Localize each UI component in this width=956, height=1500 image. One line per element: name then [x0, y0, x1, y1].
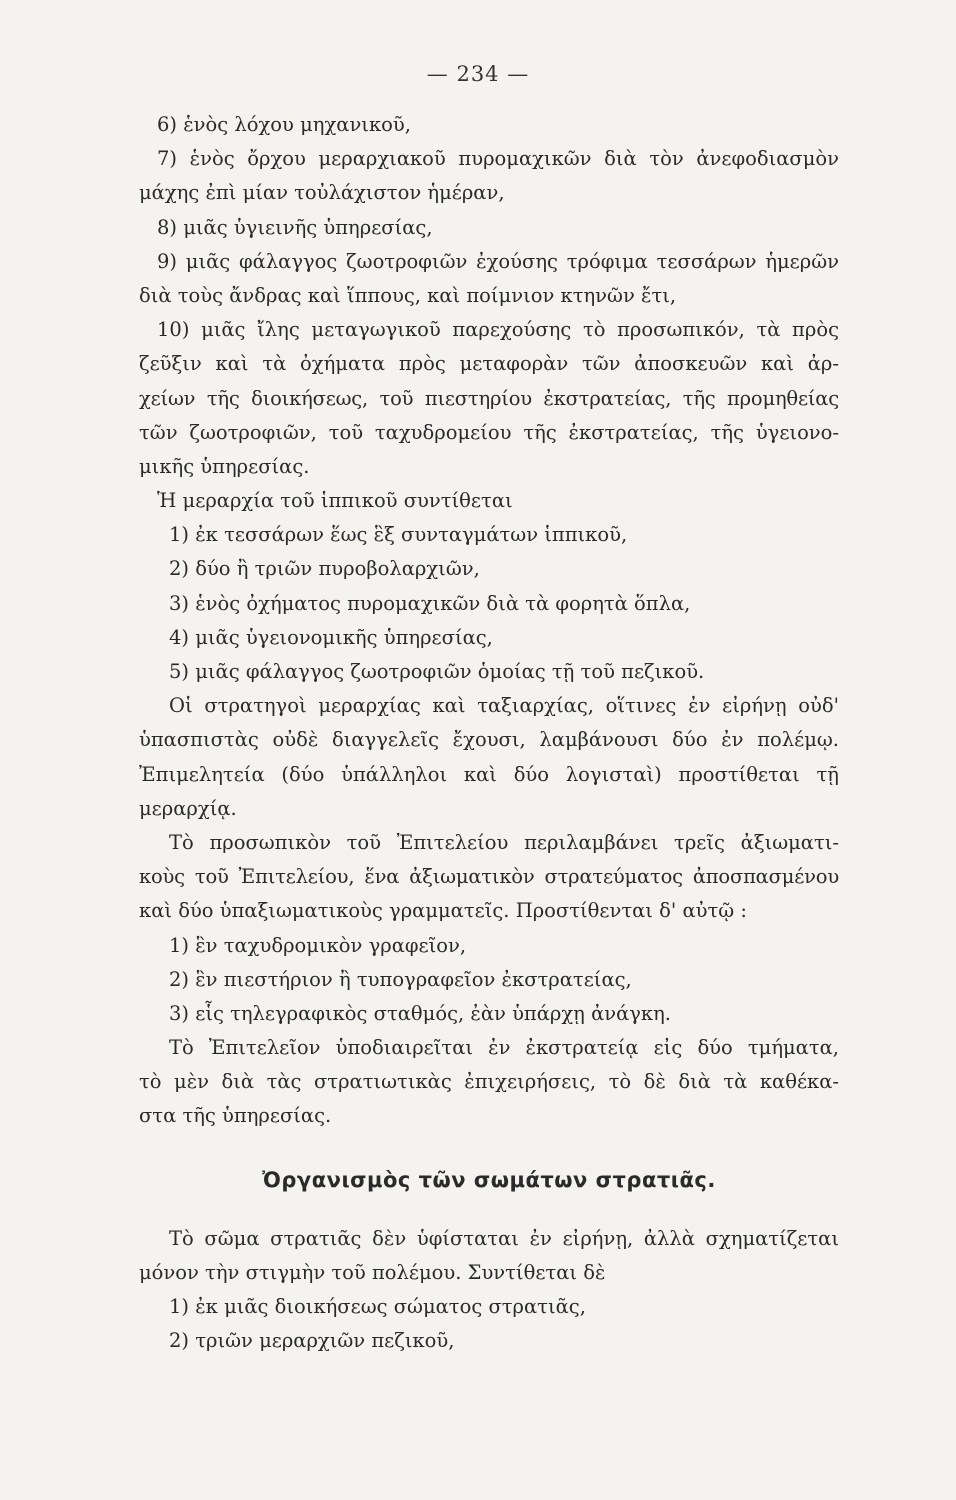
text-line: κοὺς τοῦ Ἐπιτελείου, ἕνα ἀξιωματικὸν στρατεύματος ἀποσπασμένου [139, 865, 839, 889]
text-line: 8) μιᾶς ὑγιεινῆς ὑπηρεσίας, [157, 215, 433, 239]
text-line: Οἱ στρατηγοὶ μεραρχίας καὶ ταξιαρχίας, οἵτινες ἐν εἰρήνῃ οὐδ' [169, 694, 839, 718]
text-line: Ἐπιμελητεία (δύο ὑπάλληλοι καὶ δύο λογισταὶ) προστίθεται τῇ [139, 762, 839, 786]
text-line: καὶ δύο ὑπαξιωματικοὺς γραμματεῖς. Προστίθενται δ' αὐτῷ : [139, 899, 747, 923]
section-heading: Ὀργανισμὸς τῶν σωμάτων στρατιᾶς. [262, 1167, 716, 1192]
text-line: Τὸ Ἐπιτελεῖον ὑποδιαιρεῖται ἐν ἐκστρατείᾳ εἰς δύο τμήματα, [169, 1036, 839, 1060]
text-line: 10) μιᾶς ἴλης μεταγωγικοῦ παρεχούσης τὸ προσωπικόν, τὰ πρὸς [157, 318, 839, 342]
text-line: μικῆς ὑπηρεσίας. [139, 454, 310, 478]
text-line: 2) δύο ἢ τριῶν πυροβολαρχιῶν, [169, 557, 480, 581]
text-line: 4) μιᾶς ὑγειονομικῆς ὑπηρεσίας, [169, 625, 493, 649]
text-line: στα τῆς ὑπηρεσίας. [139, 1104, 332, 1128]
text-line: Τὸ προσωπικὸν τοῦ Ἐπιτελείου περιλαμβάνει τρεῖς ἀξιωματι- [169, 830, 839, 854]
text-line: χείων τῆς διοικήσεως, τοῦ πιεστηρίου ἐκστρατείας, τῆς προμηθείας [139, 386, 839, 410]
text-line: 1) ἐκ τεσσάρων ἕως ἓξ συνταγμάτων ἱππικοῦ, [169, 523, 628, 547]
text-line: 2) ἓν πιεστήριον ἢ τυπογραφεῖον ἐκστρατείας, [169, 967, 632, 991]
text-line: 2) τριῶν μεραρχιῶν πεζικοῦ, [169, 1329, 455, 1353]
text-line: 3) εἷς τηλεγραφικὸς σταθμός, ἐὰν ὑπάρχῃ ἀνάγκη. [169, 1001, 671, 1025]
text-line: τῶν ζωοτροφιῶν, τοῦ ταχυδρομείου τῆς ἐκστρατείας, τῆς ὑγειονο- [139, 420, 839, 444]
text-line: 1) ἐκ μιᾶς διοικήσεως σώματος στρατιᾶς, [169, 1295, 586, 1318]
text-line: Τὸ σῶμα στρατιᾶς δὲν ὑφίσταται ἐν εἰρήνῃ, ἀλλὰ σχηματίζεται [169, 1226, 839, 1250]
text-line: μόνον τὴν στιγμὴν τοῦ πολέμου. Συντίθεται δὲ [139, 1260, 606, 1284]
text-line: 7) ἑνὸς ὄρχου μεραρχιακοῦ πυρομαχικῶν διὰ τὸν ἀνεφοδιασμὸν [157, 147, 839, 171]
text-line: 3) ἑνὸς ὀχήματος πυρομαχικῶν διὰ τὰ φορητὰ ὅπλα, [169, 591, 691, 615]
text-line: 6) ἑνὸς λόχου μηχανικοῦ, [157, 113, 411, 136]
text-line: μεραρχίᾳ. [139, 796, 237, 820]
text-line: 9) μιᾶς φάλαγγος ζωοτροφιῶν ἐχούσης τρόφιμα τεσσάρων ἡμερῶν [157, 249, 839, 273]
text-line: 5) μιᾶς φάλαγγος ζωοτροφιῶν ὁμοίας τῇ τοῦ πεζικοῦ. [169, 660, 705, 683]
text-line: ζεῦξιν καὶ τὰ ὀχήματα πρὸς μεταφορὰν τῶν ἀποσκευῶν καὶ ἀρ- [139, 352, 839, 376]
text-line: τὸ μὲν διὰ τὰς στρατιωτικὰς ἐπιχειρήσεις, τὸ δὲ διὰ τὰ καθέκα- [139, 1070, 839, 1094]
text-line: 1) ἓν ταχυδρομικὸν γραφεῖον, [169, 933, 467, 957]
text-line: μάχης ἐπὶ μίαν τοὐλάχιστον ἡμέραν, [139, 181, 505, 205]
text-line: ὑπασπιστὰς οὐδὲ διαγγελεῖς ἔχουσι, λαμβάνουσι δύο ἐν πολέμῳ. [139, 728, 839, 752]
text-line: διὰ τοὺς ἄνδρας καὶ ἵππους, καὶ ποίμνιον κτηνῶν ἔτι, [139, 283, 677, 307]
body-text [139, 108, 839, 1358]
text-line: Ἡ μεραρχία τοῦ ἱππικοῦ συντίθεται [157, 489, 513, 513]
page-number: — 234 — [426, 62, 530, 86]
